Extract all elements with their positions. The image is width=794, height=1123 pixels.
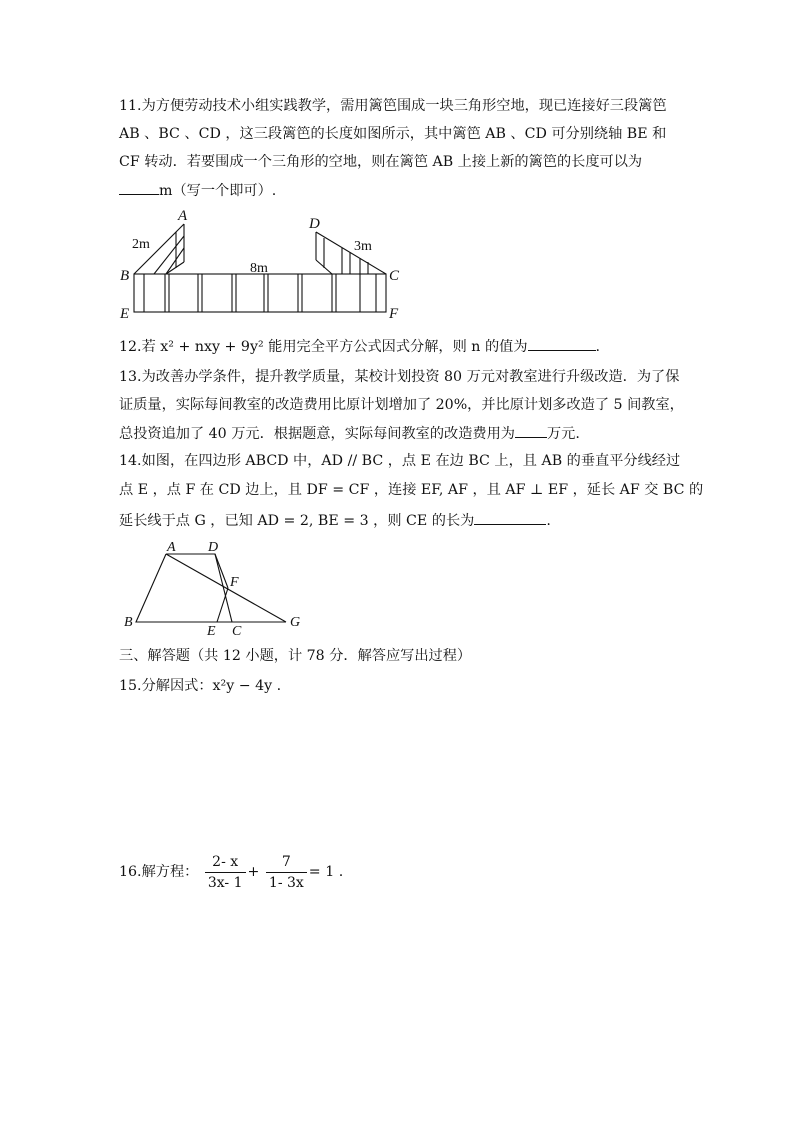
q14-line2: 点 E ，点 F 在 CD 边上，且 DF = CF ，连接 EF, AF ，且 AF ⊥ EF ，延长 AF 交 BC 的 [119,482,704,498]
q14-line3 [119,510,551,531]
q16-prefix: 16.解方程： [119,864,199,880]
fig1-label-f: F [389,306,399,322]
quadrilateral-figure [120,540,320,640]
fig2-label-a: A [167,540,176,555]
fig2-label-g: G [290,615,301,630]
fig1-label-b: B [120,268,130,284]
fig2-label-d: D [208,540,219,555]
fraction-2 [266,854,307,891]
q14-line1: 14.如图，在四边形 ABCD 中，AD // BC ，点 E 在边 BC 上，且 AB 的垂直平分线经过 [119,453,681,469]
q13-line1: 13.为改善办学条件，提升教学质量，某校计划投资 80 万元对教室进行升级改造．为了保 [119,369,680,385]
fig1-length-cd: 3m [354,239,372,254]
fig2-label-e: E [207,624,216,639]
segment-ef [217,588,228,622]
q13-end: 万元. [546,426,580,442]
fig2-label-f: F [230,575,239,590]
q13-text: 总投资追加了 40 万元．根据题意，实际每间教室的改造费用为 [119,426,515,442]
q16-line [119,852,343,892]
equation-rhs: = 1 . [308,864,344,880]
fraction-1-numerator: 2- x [205,854,246,873]
answer-blank-q13[interactable] [515,423,547,438]
fraction-1 [205,854,246,891]
fig1-label-c: C [389,268,400,284]
fig2-label-b: B [124,615,133,630]
fig1-length-ab: 2m [132,237,150,252]
fraction-2-numerator: 7 [266,854,307,873]
answer-blank-q12[interactable] [528,336,596,351]
q11-line4-suffix: m（写一个即可）. [159,183,277,199]
q12-text: 12.若 x² + nxy + 9y² 能用完全平方公式因式分解，则 n 的值为 [119,339,528,355]
fig1-label-a: A [178,208,188,224]
q14-text: 延长线于点 G ，已知 AD = 2, BE = 3 ，则 CE 的长为 [119,513,475,529]
fig2-label-c: C [232,624,242,639]
q14-end: . [546,513,551,529]
plus-sign: + [247,864,260,880]
fence-figure [114,206,414,322]
fence-cd-line [316,232,386,274]
q15-line: 15.分解因式：x²y − 4y . [119,678,282,694]
fraction-2-denominator: 1- 3x [268,874,304,891]
fig1-length-bc: 8m [250,261,268,276]
q12-end: . [595,339,601,355]
q13-line2: 证质量，实际每间教室的改造费用比原计划增加了 20%，并比原计划多改造了 5 间教室， [119,397,684,413]
q13-line3 [119,423,580,444]
q11-line3: CF 转动．若要围成一个三角形的空地，则在篱笆 AB 上接上新的篱笆的长度可以为 [119,154,643,170]
q11-line4 [119,180,276,201]
q12-line [119,336,600,357]
fence-bc-rect [134,274,386,312]
answer-blank-q11[interactable] [119,180,159,195]
q11-line1: 11.为方便劳动技术小组实践教学，需用篱笆围成一块三角形空地，现已连接好三段篱笆 [119,98,667,114]
segment-ag [166,554,286,622]
q11-line2: AB 、BC 、CD ，这三段篱笆的长度如图所示，其中篱笆 AB 、CD 可分别绕轴 BE 和 [119,126,667,142]
answer-blank-q14[interactable] [474,510,546,525]
section-3-heading: 三、解答题（共 12 小题，计 78 分．解答应写出过程） [119,648,472,664]
fig1-label-d: D [309,216,320,232]
fraction-1-denominator: 3x- 1 [207,874,243,891]
fig1-label-e: E [120,306,130,322]
